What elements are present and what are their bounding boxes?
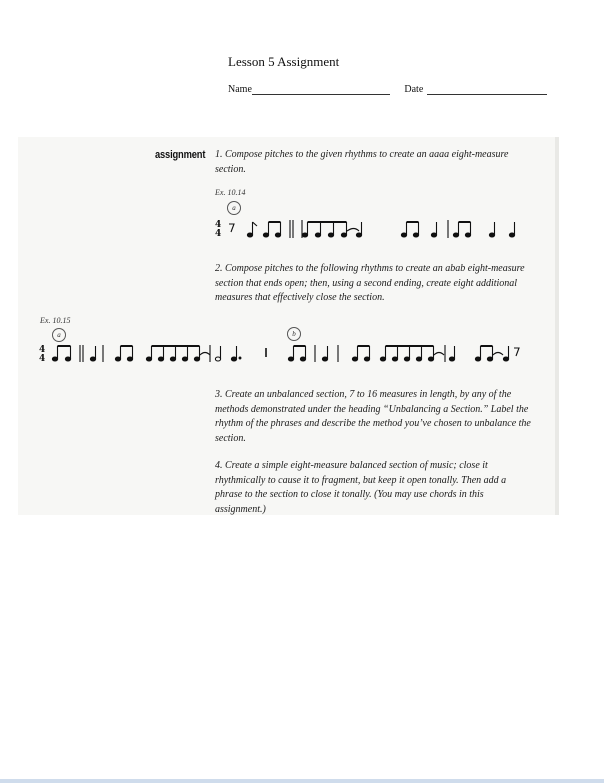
section-marker-a-2: a <box>52 328 66 342</box>
assignment-item-4: 4. Create a simple eight-measure balanced section of music; close it rhythmically to cause it to fragment, but keep it open tonally. Then add a phrase to the section to close it tonally. (You may use chords in this assignment.) <box>215 460 507 515</box>
assignment-heading: assignment <box>155 149 206 161</box>
name-line <box>252 84 390 95</box>
assignment-item-1: 1. Compose pitches to the given rhythms to create an aaaa eight-measure section. <box>215 149 509 175</box>
name-label: Name <box>228 84 252 95</box>
rhythm-staff-1 <box>212 214 527 244</box>
svg-text:4: 4 <box>39 345 46 355</box>
scan-edge <box>555 137 559 515</box>
page-title: Lesson 5 Assignment <box>228 54 340 69</box>
example-label-1: Ex. 10.14 <box>215 188 246 197</box>
svg-text:4: 4 <box>39 354 46 364</box>
date-label: Date <box>404 84 424 95</box>
svg-text:4: 4 <box>215 229 222 239</box>
example-label-2: Ex. 10.15 <box>40 316 71 325</box>
name-date-row <box>228 84 568 95</box>
rhythm-staff-2 <box>38 340 523 368</box>
bottom-border <box>0 779 604 783</box>
assignment-item-3: 3. Create an unbalanced section, 7 to 16 measures in length, by any of the methods demonstrated under the heading “Unbalancing a Section.” Label the rhythm of the phrases and describe the method you’ve chosen to unbalance the section. <box>215 389 531 444</box>
date-line <box>427 84 547 95</box>
assignment-item-2: 2. Compose pitches to the following rhythms to create an abab eight-measure section that ends open; then, using a second ending, create eight additional measures that effectively close the section. <box>215 263 525 303</box>
section-marker-a-1: a <box>227 201 241 215</box>
svg-text:4: 4 <box>215 220 222 230</box>
section-marker-b: b <box>287 327 301 341</box>
